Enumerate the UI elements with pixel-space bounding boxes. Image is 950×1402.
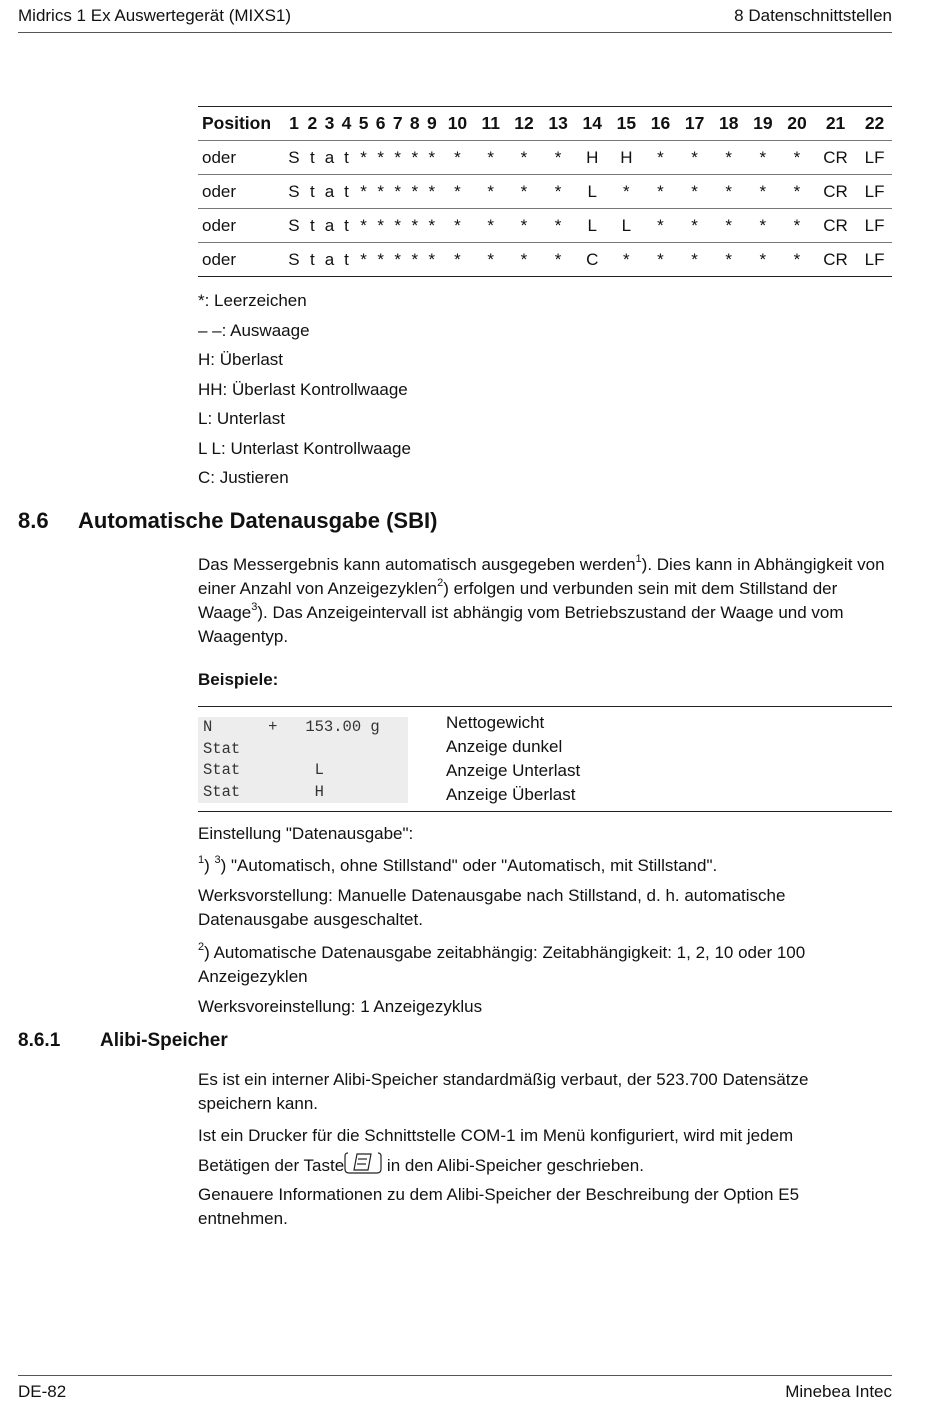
table-header-cell: 15 bbox=[609, 107, 643, 141]
legend-item: *: Leerzeichen bbox=[198, 291, 307, 310]
table-cell: L bbox=[609, 209, 643, 243]
table-cell: * bbox=[406, 175, 423, 209]
table-cell: t bbox=[338, 209, 355, 243]
table-cell: CR bbox=[814, 243, 857, 277]
table-cell: * bbox=[609, 243, 643, 277]
table-cell: * bbox=[746, 209, 780, 243]
setting-label: Einstellung "Datenausgabe": bbox=[198, 824, 414, 843]
table-cell: * bbox=[780, 209, 814, 243]
table-cell: H bbox=[586, 147, 599, 167]
footnote-ref: 2 bbox=[437, 577, 444, 589]
legend-item: C: Justieren bbox=[198, 468, 289, 487]
footnote-text: ) bbox=[204, 856, 215, 875]
table-header-row bbox=[198, 107, 892, 141]
table-cell: * bbox=[355, 175, 372, 209]
legend-item: HH: Überlast Kontrollwaage bbox=[198, 379, 408, 399]
table-cell: * bbox=[475, 209, 507, 243]
table-cell: * bbox=[678, 243, 712, 277]
intro-text: ) erfolgen und verbunden sein mit dem Stillstand der Waage bbox=[198, 579, 838, 622]
table-cell: * bbox=[507, 243, 541, 277]
table-cell: * bbox=[691, 147, 698, 167]
table-cell: * bbox=[678, 209, 712, 243]
table-cell: * bbox=[454, 147, 461, 167]
section-intro bbox=[198, 553, 898, 649]
table-cell: * bbox=[541, 209, 575, 243]
table-cell: * bbox=[394, 147, 402, 167]
alibi-paragraph-2 bbox=[198, 1121, 838, 1181]
table-cell: C bbox=[575, 243, 609, 277]
table-cell: * bbox=[440, 243, 474, 277]
table-cell: * bbox=[360, 147, 367, 167]
table-cell: * bbox=[746, 243, 780, 277]
table-cell: * bbox=[657, 147, 664, 167]
section-title: Automatische Datenausgabe (SBI) bbox=[78, 508, 438, 533]
table-header-cell: 11 bbox=[475, 107, 507, 141]
table-header-cell: 3 bbox=[321, 107, 338, 141]
example-output-block bbox=[198, 717, 408, 803]
table-cell: * bbox=[487, 147, 495, 167]
example-desc: Anzeige dunkel bbox=[446, 737, 563, 756]
print-key-icon bbox=[344, 1151, 382, 1175]
table-header-cell: 20 bbox=[780, 107, 814, 141]
table-cell: oder bbox=[198, 175, 284, 209]
intro-text: ). Das Anzeigeintervall ist abhängig vom Betriebszustand der Waage und vom Waagentyp. bbox=[198, 603, 844, 646]
legend-item: – –: Auswaage bbox=[198, 320, 310, 340]
table-header-cell: 7 bbox=[389, 107, 406, 141]
table-cell: S bbox=[284, 209, 304, 243]
table-cell: * bbox=[389, 175, 406, 209]
footnote-text: ) "Automatisch, ohne Stillstand" oder "Automatisch, mit Stillstand". bbox=[220, 856, 718, 875]
table-cell: * bbox=[793, 147, 801, 167]
subsection-title: Alibi-Speicher bbox=[100, 1030, 228, 1051]
subsection-heading bbox=[18, 1030, 228, 1052]
table-cell: * bbox=[355, 243, 372, 277]
table-cell: * bbox=[541, 175, 575, 209]
table-cell: * bbox=[507, 209, 541, 243]
table-cell: S bbox=[284, 243, 304, 277]
table-cell: a bbox=[321, 175, 338, 209]
table-cell: * bbox=[406, 209, 423, 243]
table-cell: LF bbox=[857, 243, 892, 277]
legend-item: L L: Unterlast Kontrollwaage bbox=[198, 438, 411, 458]
examples-table bbox=[198, 706, 892, 812]
example-descriptions bbox=[446, 711, 580, 807]
table-cell: * bbox=[520, 147, 528, 167]
table-cell: * bbox=[643, 243, 677, 277]
table-cell: * bbox=[440, 175, 474, 209]
footer-brand: Minebea Intec bbox=[785, 1382, 892, 1401]
table-cell: * bbox=[406, 243, 423, 277]
header-chapter: 8 Datenschnittstellen bbox=[734, 6, 892, 25]
table-cell: t bbox=[344, 147, 349, 167]
table-cell: * bbox=[780, 175, 814, 209]
table-header-cell: 10 bbox=[440, 107, 474, 141]
table-cell: oder bbox=[198, 243, 284, 277]
footnote-text: ) Automatische Datenausgabe zeitabhängig: Zeitabhängigkeit: 1, 2, 10 oder 100 Anzeigezyklen bbox=[198, 943, 806, 986]
page-number: DE-82 bbox=[18, 1382, 67, 1401]
table-cell: * bbox=[428, 147, 436, 167]
example-desc: Nettogewicht bbox=[446, 713, 545, 732]
table-header-cell: 4 bbox=[338, 107, 355, 141]
table-cell: * bbox=[440, 209, 474, 243]
footnote-ref: 3 bbox=[251, 601, 258, 613]
table-row bbox=[198, 141, 892, 175]
section-heading bbox=[18, 508, 437, 534]
example-code-line: N + 153.00 g bbox=[203, 718, 380, 736]
table-cell: a bbox=[324, 147, 335, 167]
footnote-ref: 2 bbox=[198, 941, 205, 953]
table-cell: t bbox=[304, 175, 321, 209]
table-header-cell: 9 bbox=[423, 107, 440, 141]
table-cell: CR bbox=[814, 209, 857, 243]
table-cell: oder bbox=[198, 209, 284, 243]
table-header-cell: 14 bbox=[575, 107, 609, 141]
table-cell: * bbox=[643, 209, 677, 243]
werksvorstellung-text: Werksvorstellung: Manuelle Datenausgabe nach Stillstand, d. h. automatische Datenausgabe ausgeschaltet. bbox=[198, 886, 786, 929]
table-header-cell: 5 bbox=[355, 107, 372, 141]
footnote-ref: 1 bbox=[198, 854, 205, 866]
footnote-2 bbox=[198, 941, 818, 989]
footer-rule bbox=[18, 1375, 892, 1376]
example-desc: Anzeige Unterlast bbox=[446, 761, 581, 780]
subsection-number: 8.6.1 bbox=[18, 1030, 61, 1051]
table-cell: L bbox=[575, 209, 609, 243]
legend-list bbox=[198, 286, 411, 493]
table-header-cell: 22 bbox=[857, 107, 892, 141]
table-cell: * bbox=[372, 209, 389, 243]
example-code-line: Stat L bbox=[203, 761, 324, 779]
section-number: 8.6 bbox=[18, 508, 49, 533]
table-cell: H bbox=[620, 147, 633, 167]
legend-item: H: Überlast bbox=[198, 350, 284, 369]
table-cell: * bbox=[372, 243, 389, 277]
table-cell: * bbox=[678, 175, 712, 209]
table-cell: oder bbox=[202, 147, 237, 167]
table-header-cell: 12 bbox=[507, 107, 541, 141]
table-header-cell: 1 bbox=[284, 107, 304, 141]
table-cell: t bbox=[310, 147, 315, 167]
table-cell: a bbox=[321, 209, 338, 243]
intro-text: Das Messergebnis kann automatisch ausgegeben werden bbox=[198, 555, 636, 574]
table-cell: * bbox=[712, 209, 746, 243]
table-cell: * bbox=[759, 147, 767, 167]
table-cell: * bbox=[389, 209, 406, 243]
table-row bbox=[198, 175, 892, 209]
alibi-paragraph-1: Es ist ein interner Alibi-Speicher standardmäßig verbaut, der 523.700 Datensätze speichern kann. bbox=[198, 1070, 809, 1113]
table-cell: CR bbox=[823, 147, 848, 167]
legend-item: L: Unterlast bbox=[198, 409, 285, 428]
alibi-text: Ist ein Drucker für die Schnittstelle COM-1 im Menü konfiguriert, wird mit jedem Betätigen der Taste bbox=[198, 1126, 794, 1175]
table-cell: * bbox=[355, 209, 372, 243]
example-desc: Anzeige Überlast bbox=[446, 785, 576, 804]
table-header-cell: 17 bbox=[678, 107, 712, 141]
table-cell: t bbox=[338, 175, 355, 209]
table-cell: * bbox=[554, 147, 562, 167]
table-cell: CR bbox=[814, 175, 857, 209]
table-cell: * bbox=[411, 147, 419, 167]
footnote-ref: 1 bbox=[635, 553, 642, 565]
table-cell: t bbox=[304, 243, 321, 277]
header-rule bbox=[18, 32, 892, 33]
table-header-cell: 13 bbox=[541, 107, 575, 141]
table-cell: * bbox=[389, 243, 406, 277]
example-code-line: Stat H bbox=[203, 782, 324, 801]
table-cell: * bbox=[423, 209, 440, 243]
table-cell: * bbox=[712, 175, 746, 209]
table-cell: t bbox=[304, 209, 321, 243]
table-cell: LF bbox=[864, 147, 885, 167]
table-header-cell: 19 bbox=[746, 107, 780, 141]
table-cell: * bbox=[377, 147, 384, 167]
intro-paragraph bbox=[198, 553, 898, 649]
table-cell: * bbox=[712, 243, 746, 277]
table-cell: * bbox=[423, 175, 440, 209]
table-header-cell: 2 bbox=[304, 107, 321, 141]
examples-label: Beispiele: bbox=[198, 670, 279, 689]
table-header-cell: Position bbox=[198, 107, 284, 141]
footnote-ref: 3 bbox=[214, 854, 221, 866]
table-cell: * bbox=[475, 175, 507, 209]
intro-text: ). Dies kann in Abhängigkeit von einer Anzahl von Anzeigezyklen bbox=[198, 555, 885, 598]
table-header-cell: 16 bbox=[643, 107, 677, 141]
table-header-cell: 18 bbox=[712, 107, 746, 141]
table-cell: a bbox=[321, 243, 338, 277]
table-cell: * bbox=[372, 175, 389, 209]
table-cell: S bbox=[288, 147, 300, 167]
table-header-cell: 21 bbox=[814, 107, 857, 141]
table-cell: * bbox=[609, 175, 643, 209]
table-cell: t bbox=[338, 243, 355, 277]
table-cell: * bbox=[507, 175, 541, 209]
table-header-cell: 6 bbox=[372, 107, 389, 141]
table-cell: * bbox=[780, 243, 814, 277]
example-code-line: Stat bbox=[203, 739, 241, 758]
table-row bbox=[198, 209, 892, 243]
table-cell: LF bbox=[857, 209, 892, 243]
header-title: Midrics 1 Ex Auswertegerät (MIXS1) bbox=[18, 6, 292, 25]
table-cell: * bbox=[643, 175, 677, 209]
table-cell: * bbox=[475, 243, 507, 277]
table-cell: * bbox=[423, 243, 440, 277]
table-header-cell: 8 bbox=[406, 107, 423, 141]
table-cell: * bbox=[725, 147, 733, 167]
table-row bbox=[198, 243, 892, 277]
alibi-text: in den Alibi-Speicher geschrieben. bbox=[382, 1156, 644, 1175]
werksvoreinstellung-text: Werksvoreinstellung: 1 Anzeigezyklus bbox=[198, 997, 483, 1016]
position-table bbox=[198, 106, 892, 277]
footnote-1-3 bbox=[198, 854, 898, 878]
table-cell: LF bbox=[857, 175, 892, 209]
alibi-paragraph-3: Genauere Informationen zu dem Alibi-Speicher der Beschreibung der Option E5 entnehmen. bbox=[198, 1185, 800, 1228]
table-cell: L bbox=[575, 175, 609, 209]
table-cell: S bbox=[284, 175, 304, 209]
table-cell: * bbox=[541, 243, 575, 277]
table-cell: * bbox=[746, 175, 780, 209]
